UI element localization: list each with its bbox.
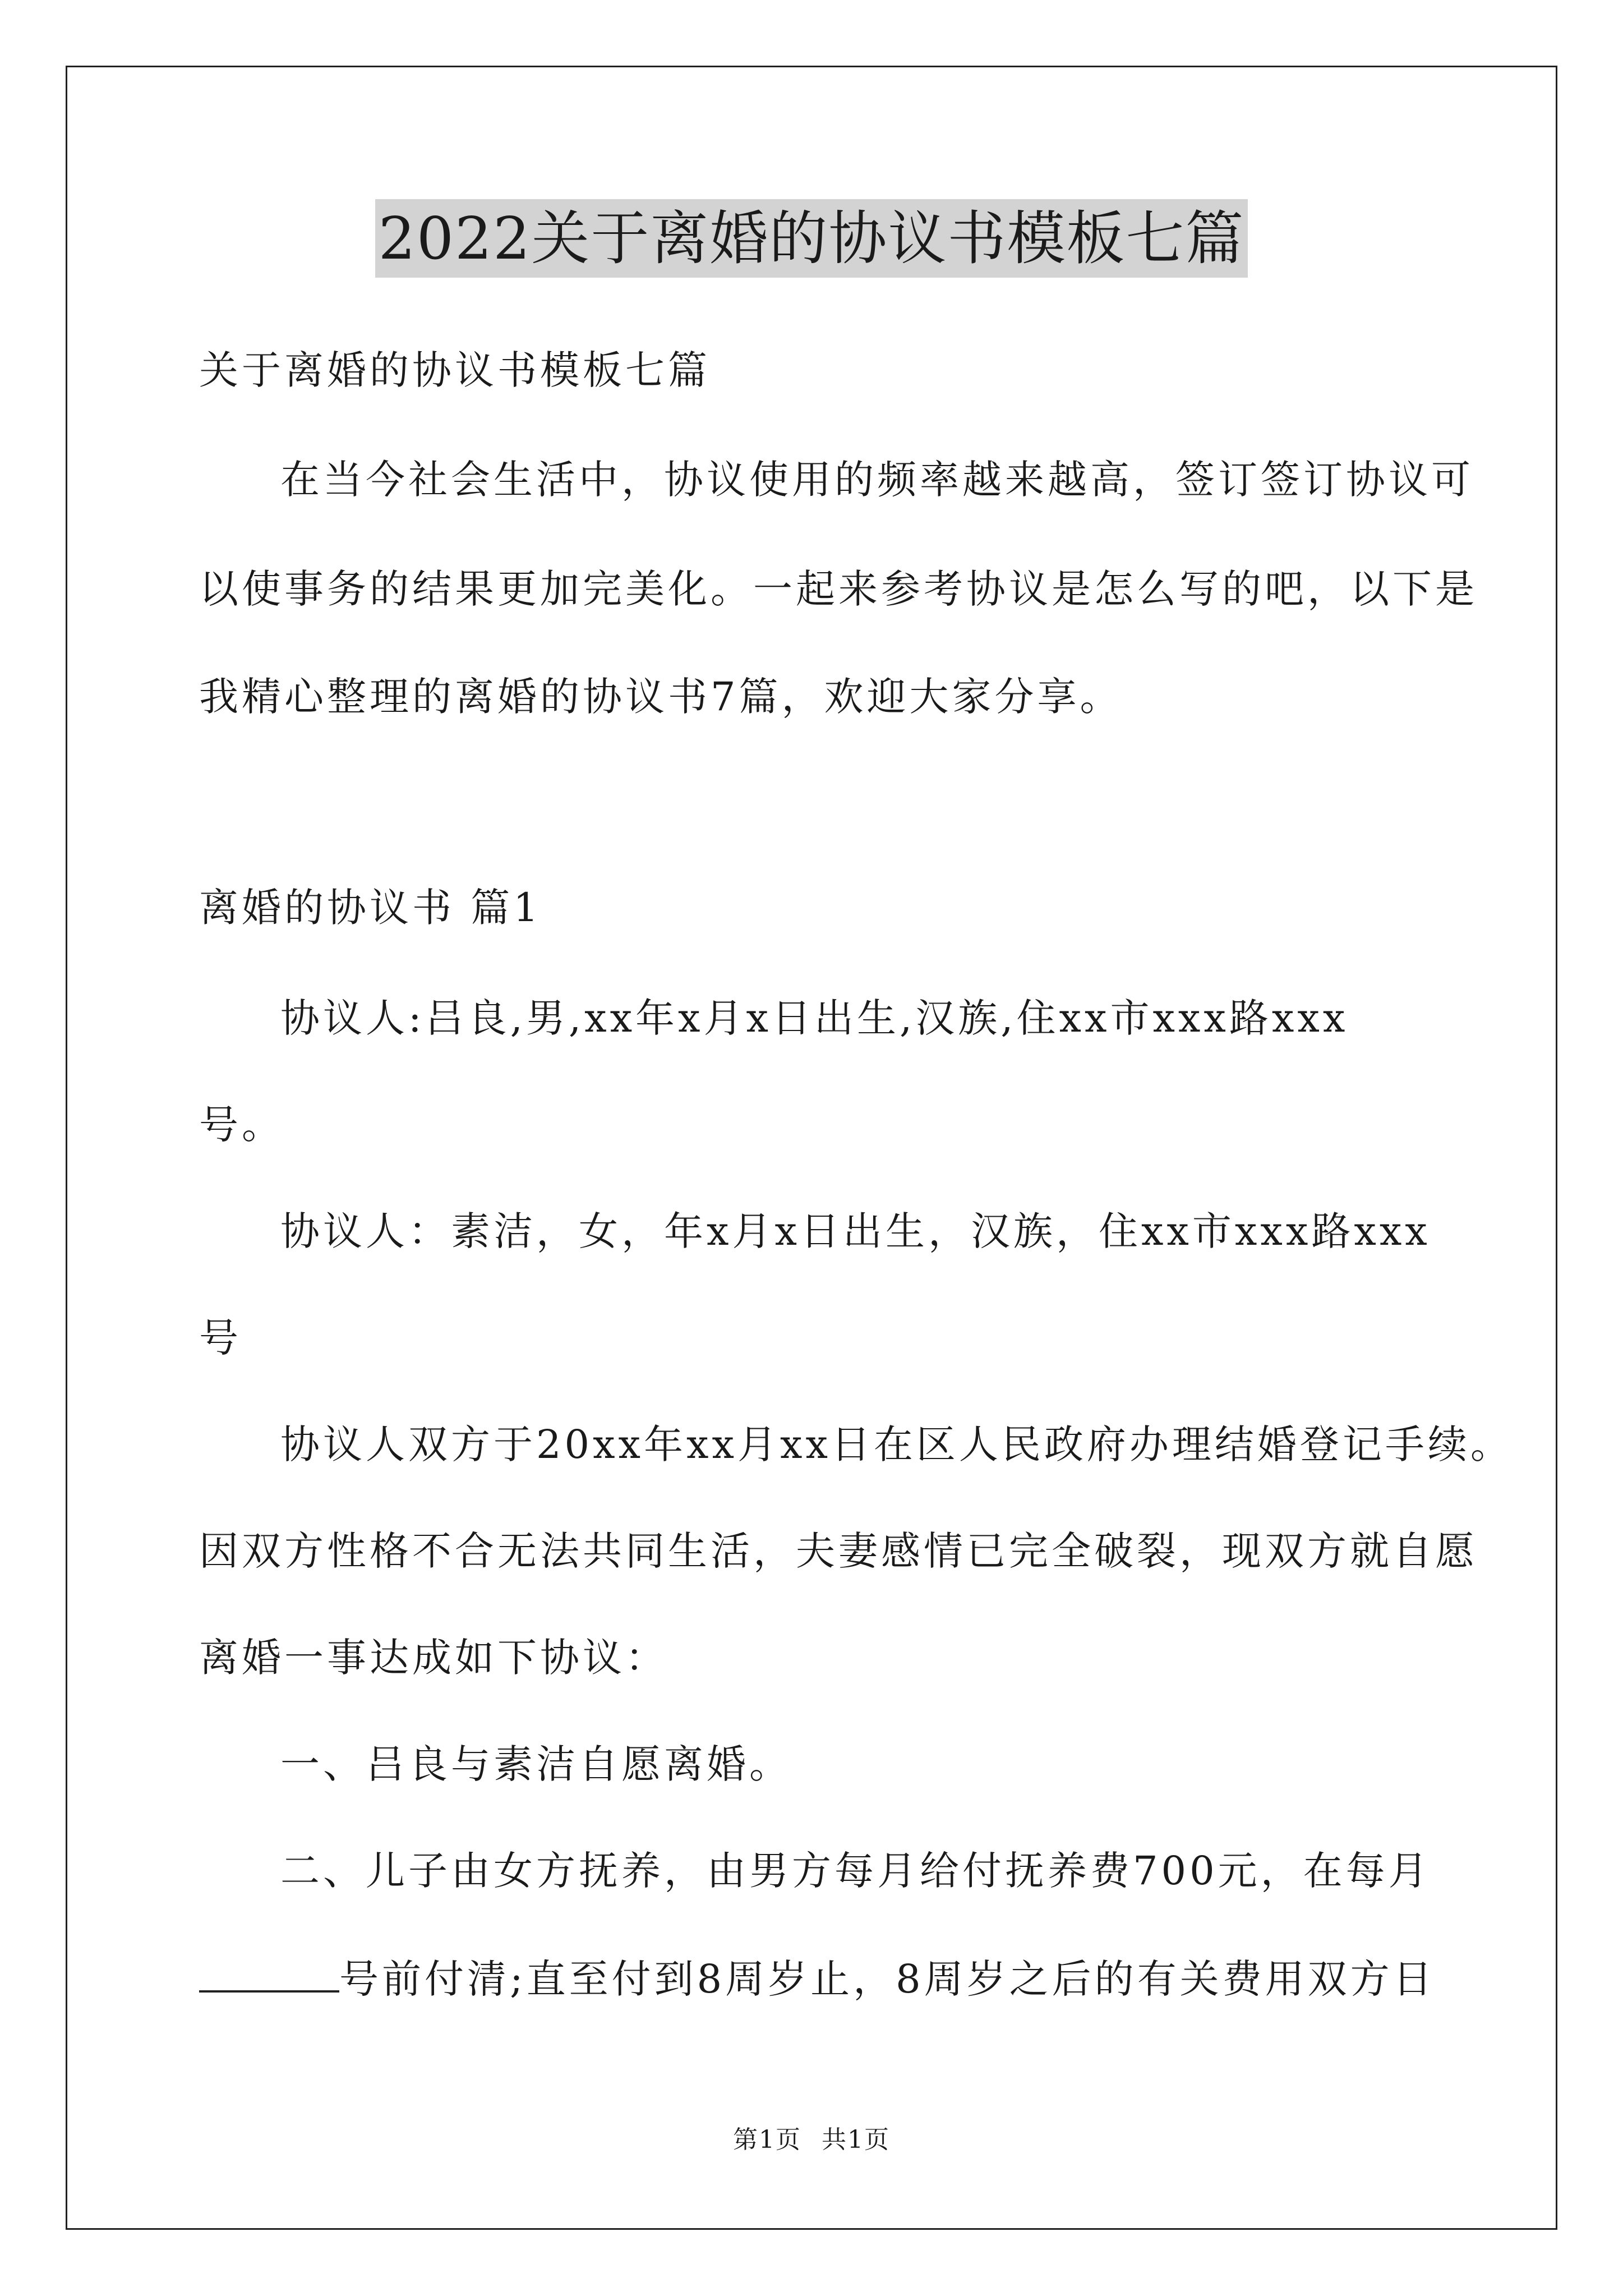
paragraph-line-text: 号前付清;直至付到8周岁止，8周岁之后的有关费用双方日 bbox=[339, 1956, 1436, 2002]
paragraph-line: 我精心整理的离婚的协议书7篇，欢迎大家分享。 bbox=[199, 674, 1123, 720]
paragraph-line: 在当今社会生活中，协议使用的频率越来越高，签订签订协议可 bbox=[280, 457, 1474, 503]
fill-in-blank bbox=[199, 1957, 339, 1993]
document-title: 2022关于离婚的协议书模板七篇 bbox=[375, 199, 1248, 278]
paragraph-line: 因双方性格不合无法共同生活，夫妻感情已完全破裂，现双方就自愿 bbox=[199, 1528, 1478, 1574]
paragraph-line: 一、吕良与素洁自愿离婚。 bbox=[280, 1741, 792, 1787]
paragraph-line: 离婚一事达成如下协议： bbox=[199, 1635, 668, 1681]
paragraph-line: 号 bbox=[199, 1315, 242, 1361]
paragraph-line: 协议人:吕良,男,xx年x月x日出生,汉族,住xx市xxx路xxx bbox=[280, 995, 1349, 1041]
paragraph-line: 协议人：素洁，女，年x月x日出生，汉族，住xx市xxx路xxx bbox=[280, 1208, 1431, 1254]
paragraph-line: 协议人双方于20xx年xx月xx日在区人民政府办理结婚登记手续。 bbox=[280, 1421, 1513, 1467]
subtitle: 关于离婚的协议书模板七篇 bbox=[199, 347, 711, 393]
title-block bbox=[0, 199, 1623, 278]
paragraph-line: 以使事务的结果更加完美化。一起来参考协议是怎么写的吧，以下是 bbox=[199, 566, 1478, 612]
paragraph-line: 二、儿子由女方抚养，由男方每月给付抚养费700元，在每月 bbox=[280, 1848, 1431, 1894]
page-total: 共1页 bbox=[822, 2125, 890, 2154]
page-footer bbox=[0, 2123, 1623, 2157]
paragraph-line: 号。 bbox=[199, 1102, 284, 1148]
page-number: 第1页 bbox=[733, 2125, 801, 2154]
paragraph-line bbox=[199, 1951, 1436, 2007]
section-heading: 离婚的协议书 篇1 bbox=[199, 885, 542, 931]
